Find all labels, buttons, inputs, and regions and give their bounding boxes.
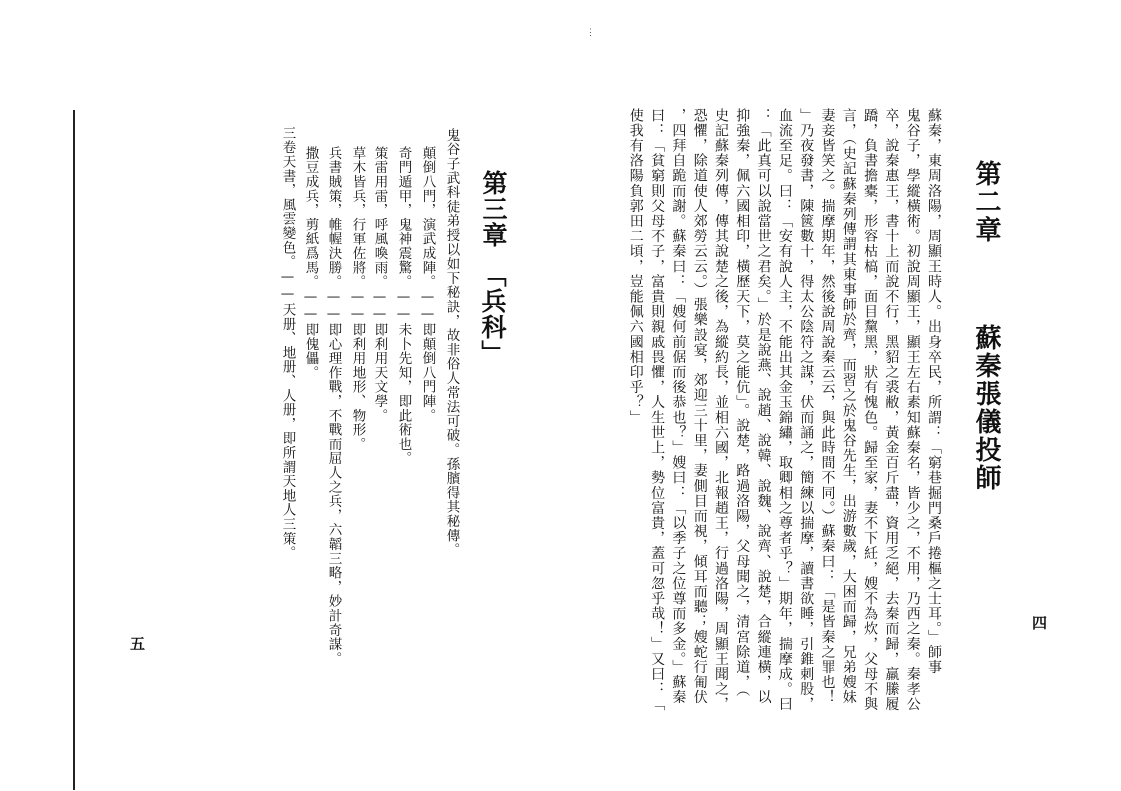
- text-column: ：「此真可以說當世之君矣。」於是說燕、說趙、說韓、說魏、說齊、說楚，合縱連橫，以: [755, 108, 772, 705]
- text-column: 兵書賊策，帷幄決勝。——即心理作戰，不戰而屈人之兵，六韜三略，妙計奇謀。: [325, 146, 342, 666]
- text-column: 血流至足。曰：「安有說人主，不能出其金玉錦繡，取卿相之尊者乎？」期年，揣摩成。曰: [776, 108, 793, 712]
- page-edge-line: [73, 110, 75, 790]
- text-column: 卒，說秦惠王，書十上而說不行，黑貂之裘敝，黃金百斤盡，資用乏絕，去秦而歸，羸縢履: [883, 108, 900, 712]
- chapter-two-label: 第二章: [971, 160, 1001, 244]
- text-column: 言，（史記蘇秦列傳謂其東事師於齊，而習之於鬼谷先生，出游數歲，大困而歸，兄弟嫂妹: [840, 108, 857, 705]
- chapter-two-heading: 蘇秦張儀投師: [971, 324, 1001, 492]
- page-number-left: 五: [130, 635, 146, 653]
- text-column: 鬼谷子，學縱橫術。初說周顯王，顯王左右素知蘇秦名，皆少之，不用，乃西之秦。秦孝公: [904, 108, 921, 712]
- text-column: 妻妾皆笑之。揣摩期年，然後說周說秦云云，與此時間不同。）蘇秦曰：「是皆秦之罪也！: [819, 108, 836, 705]
- text-column: ，四拜自跪而謝。蘇秦曰：「嫂何前倨而後恭也？」嫂曰：「以季子之位尊而多金。」蘇秦: [670, 108, 687, 705]
- text-column: 蹻，負書擔橐，形容枯槁，面目黧黑，狀有愧色。歸至家，妻不下紝，嫂不為炊，父母不與: [862, 108, 879, 712]
- text-column: 鬼谷子武科徒弟授以如下秘訣，故非俗人常法可破。孫臏得其秘傳。: [443, 128, 460, 557]
- text-column: 使我有洛陽負郭田二頃，豈能佩六國相印乎？」: [627, 108, 644, 426]
- text-column: 草木皆兵，行軍佐將。——即利用地形、物形。: [349, 146, 366, 452]
- text-column: 曰：「貧窮則父母不子，富貴則親戚畏懼，人生世上，勢位富貴，蓋可忽乎哉！」又曰：「: [649, 108, 666, 712]
- spine-marks: ⋮: [586, 28, 595, 38]
- text-column: 蘇秦，東周洛陽，周顯王時人。出身卒民，所謂：「窮巷掘門桑戶捲樞之士耳。」師事: [926, 108, 942, 675]
- text-column: 奇門遁甲，鬼神震驚。——未卜先知，即此術也。: [395, 146, 412, 466]
- page-number-right: 四: [1032, 614, 1048, 632]
- text-column: 」乃夜發書，陳篋數十，得太公陰符之謀，伏而誦之，簡練以揣摩，讀書欲睡，引錐刺股，: [798, 108, 815, 712]
- text-column: 策雷用雷，呼風喚雨。——即利用天文學。: [371, 146, 388, 423]
- chapter-three-label: 第三章: [479, 170, 508, 248]
- text-column: 顛倒八門，演武成陣。——即顛倒八門陣。: [419, 146, 436, 423]
- text-column: 撒豆成兵，剪紙爲馬。——即傀儡。: [302, 146, 319, 380]
- chapter-three-heading: 「兵科」: [478, 262, 507, 366]
- text-column: 三卷天書，風雲變色。——天册、地册、人册，即所謂天地人三策。: [279, 126, 296, 560]
- text-column: 史記蘇秦列傳，傳其說楚之後，為縱約長，並相六國，北報趙王，行過洛陽，周顯王聞之，: [713, 108, 729, 712]
- text-column: 恐懼，除道使人郊勞云云。）張樂設宴，郊迎三十里，妻側目而視，傾耳而聽；嫂蛇行匍伏: [691, 108, 708, 705]
- chapter-two-title: [973, 160, 999, 492]
- text-column: 抑強秦，佩六國相印，橫歷天下，莫之能伉」。說楚，路過洛陽，父母聞之，清宮除道，（: [734, 108, 751, 698]
